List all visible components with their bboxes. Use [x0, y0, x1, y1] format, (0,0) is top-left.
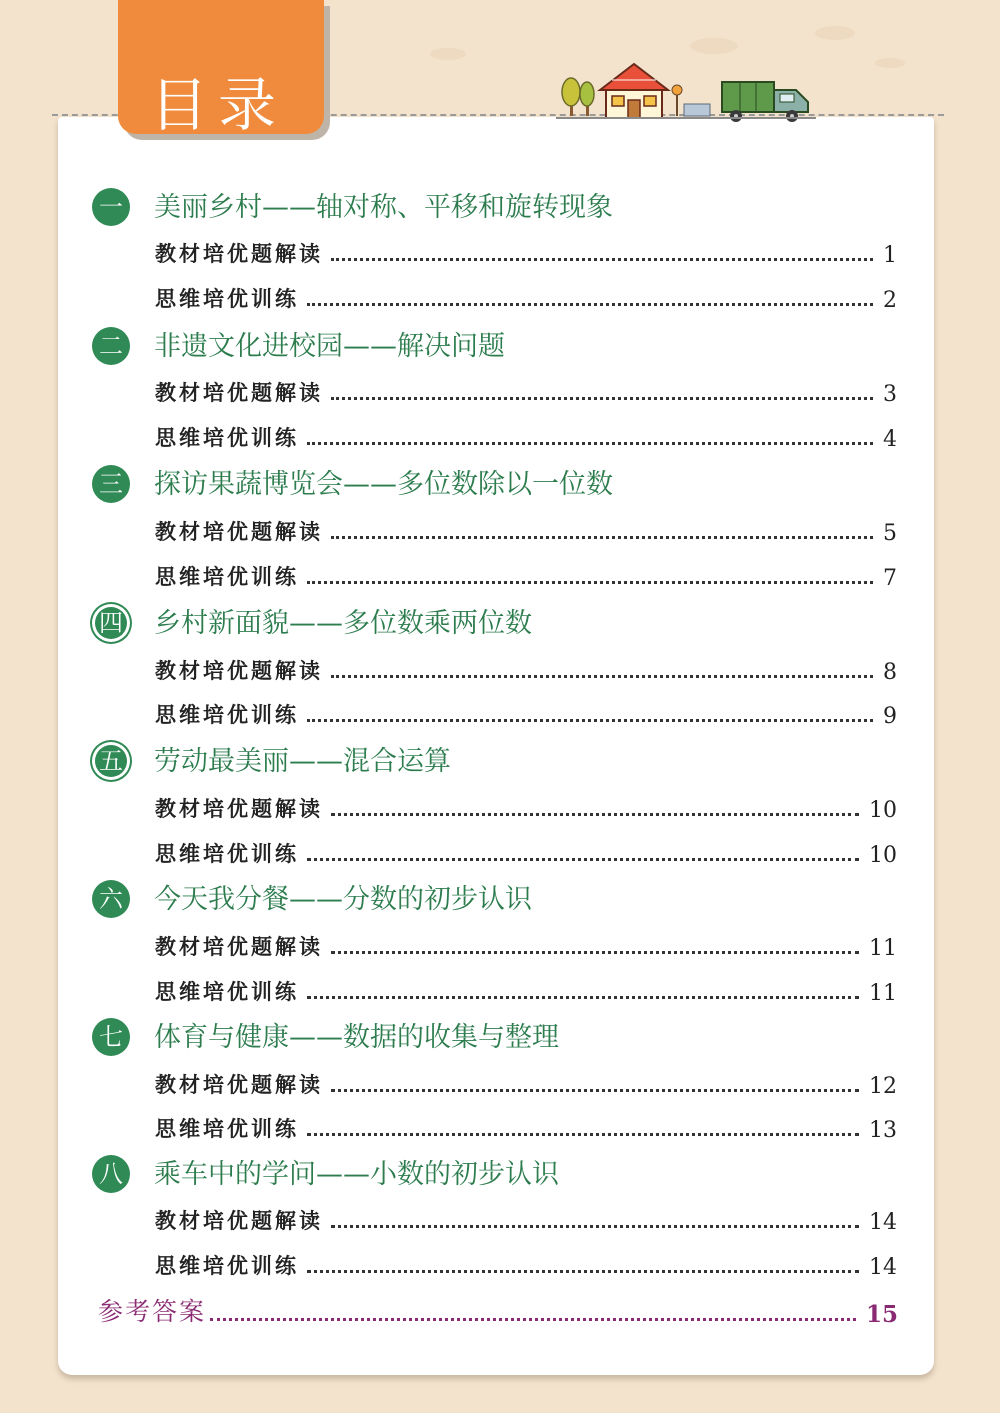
entry-page-number: 14	[869, 1210, 897, 1235]
toc-entry[interactable]	[155, 1113, 897, 1143]
chapter-heading[interactable]	[92, 878, 912, 924]
entry-page-number: 5	[883, 521, 897, 546]
toc-entry[interactable]	[155, 1205, 897, 1235]
dot-leader	[331, 536, 873, 539]
entry-label: 思维培优训练	[155, 702, 299, 727]
dot-leader	[307, 858, 859, 861]
dot-leader	[210, 1318, 856, 1321]
entry-label: 思维培优训练	[155, 1116, 299, 1141]
dot-leader	[331, 813, 859, 816]
dot-leader	[307, 581, 873, 584]
chapter-number-badge: 五	[92, 742, 130, 780]
chapter-number-badge: 一	[92, 188, 130, 226]
entry-label: 教材培优题解读	[155, 658, 323, 683]
chapter-number-badge: 二	[92, 327, 130, 365]
entry-label: 思维培优训练	[155, 841, 299, 866]
chapter-title: 体育与健康——数据的收集与整理	[154, 1022, 559, 1053]
entry-page-number: 13	[869, 1118, 897, 1143]
entry-page-number: 8	[883, 660, 897, 685]
toc-entry[interactable]	[155, 561, 897, 591]
chapter-number-badge: 六	[92, 880, 130, 918]
toc-entry[interactable]	[155, 516, 897, 546]
chapter-heading[interactable]	[92, 602, 912, 648]
toc-entry[interactable]	[155, 838, 897, 868]
chapter-heading[interactable]	[92, 325, 912, 371]
dot-leader	[307, 719, 873, 722]
toc-entry[interactable]	[155, 283, 897, 313]
toc-entry[interactable]	[155, 377, 897, 407]
toc-entry[interactable]	[155, 931, 897, 961]
chapter-title: 乘车中的学问——小数的初步认识	[154, 1159, 559, 1190]
dot-leader	[331, 675, 873, 678]
toc-entry[interactable]	[155, 422, 897, 452]
entry-page-number: 11	[869, 936, 897, 961]
toc-entry[interactable]	[155, 793, 897, 823]
dot-leader	[331, 397, 873, 400]
dot-leader	[307, 303, 873, 306]
chapter-heading[interactable]	[92, 740, 912, 786]
entry-label: 教材培优题解读	[155, 1208, 323, 1233]
entry-page-number: 2	[883, 288, 897, 313]
entry-label: 教材培优题解读	[155, 380, 323, 405]
entry-page-number: 3	[883, 382, 897, 407]
chapter-number-badge: 七	[92, 1018, 130, 1056]
entry-label: 思维培优训练	[155, 1253, 299, 1278]
page-title: 目录	[150, 71, 287, 139]
entry-label: 教材培优题解读	[155, 519, 323, 544]
toc-entry[interactable]	[155, 699, 897, 729]
chapter-title: 探访果蔬博览会——多位数除以一位数	[154, 469, 613, 500]
entry-label: 教材培优题解读	[155, 241, 323, 266]
dot-leader	[307, 996, 859, 999]
chapter-number-badge: 八	[92, 1155, 130, 1193]
answers-page-number: 15	[865, 1301, 898, 1328]
chapter-title: 今天我分餐——分数的初步认识	[154, 884, 532, 915]
entry-label: 思维培优训练	[155, 286, 299, 311]
entry-page-number: 1	[883, 243, 897, 268]
toc-entry[interactable]	[155, 655, 897, 685]
toc-entry[interactable]	[155, 1069, 897, 1099]
dot-leader	[331, 258, 873, 261]
toc-entry[interactable]	[155, 976, 897, 1006]
entry-page-number: 10	[869, 798, 897, 823]
chapter-heading[interactable]	[92, 1153, 912, 1199]
chapter-heading[interactable]	[92, 463, 912, 509]
chapter-number-badge: 四	[92, 604, 130, 642]
chapter-title: 非遗文化进校园——解决问题	[154, 331, 505, 362]
entry-label: 教材培优题解读	[155, 796, 323, 821]
toc-entry[interactable]	[155, 238, 897, 268]
chapter-title: 美丽乡村——轴对称、平移和旋转现象	[154, 192, 613, 223]
chapter-heading[interactable]	[92, 186, 912, 232]
entry-page-number: 12	[869, 1074, 897, 1099]
answers-label: 参考答案	[98, 1297, 207, 1326]
entry-label: 思维培优训练	[155, 979, 299, 1004]
entry-page-number: 10	[869, 843, 897, 868]
entry-label: 教材培优题解读	[155, 1072, 323, 1097]
entry-page-number: 4	[883, 427, 897, 452]
chapter-title: 乡村新面貌——多位数乘两位数	[154, 608, 532, 639]
entry-page-number: 9	[883, 704, 897, 729]
chapter-title: 劳动最美丽——混合运算	[154, 746, 451, 777]
dot-leader	[331, 951, 859, 954]
entry-label: 思维培优训练	[155, 425, 299, 450]
dot-leader	[331, 1089, 859, 1092]
dot-leader	[331, 1225, 859, 1228]
entry-page-number: 7	[883, 566, 897, 591]
entry-page-number: 11	[869, 981, 897, 1006]
entry-label: 教材培优题解读	[155, 934, 323, 959]
toc-entry[interactable]	[155, 1250, 897, 1280]
answers-entry[interactable]	[98, 1294, 898, 1328]
chapter-number-badge: 三	[92, 465, 130, 503]
entry-page-number: 14	[869, 1255, 897, 1280]
dot-leader	[307, 1133, 859, 1136]
entry-label: 思维培优训练	[155, 564, 299, 589]
dot-leader	[307, 442, 873, 445]
dot-leader	[307, 1270, 859, 1273]
chapter-heading[interactable]	[92, 1016, 912, 1062]
